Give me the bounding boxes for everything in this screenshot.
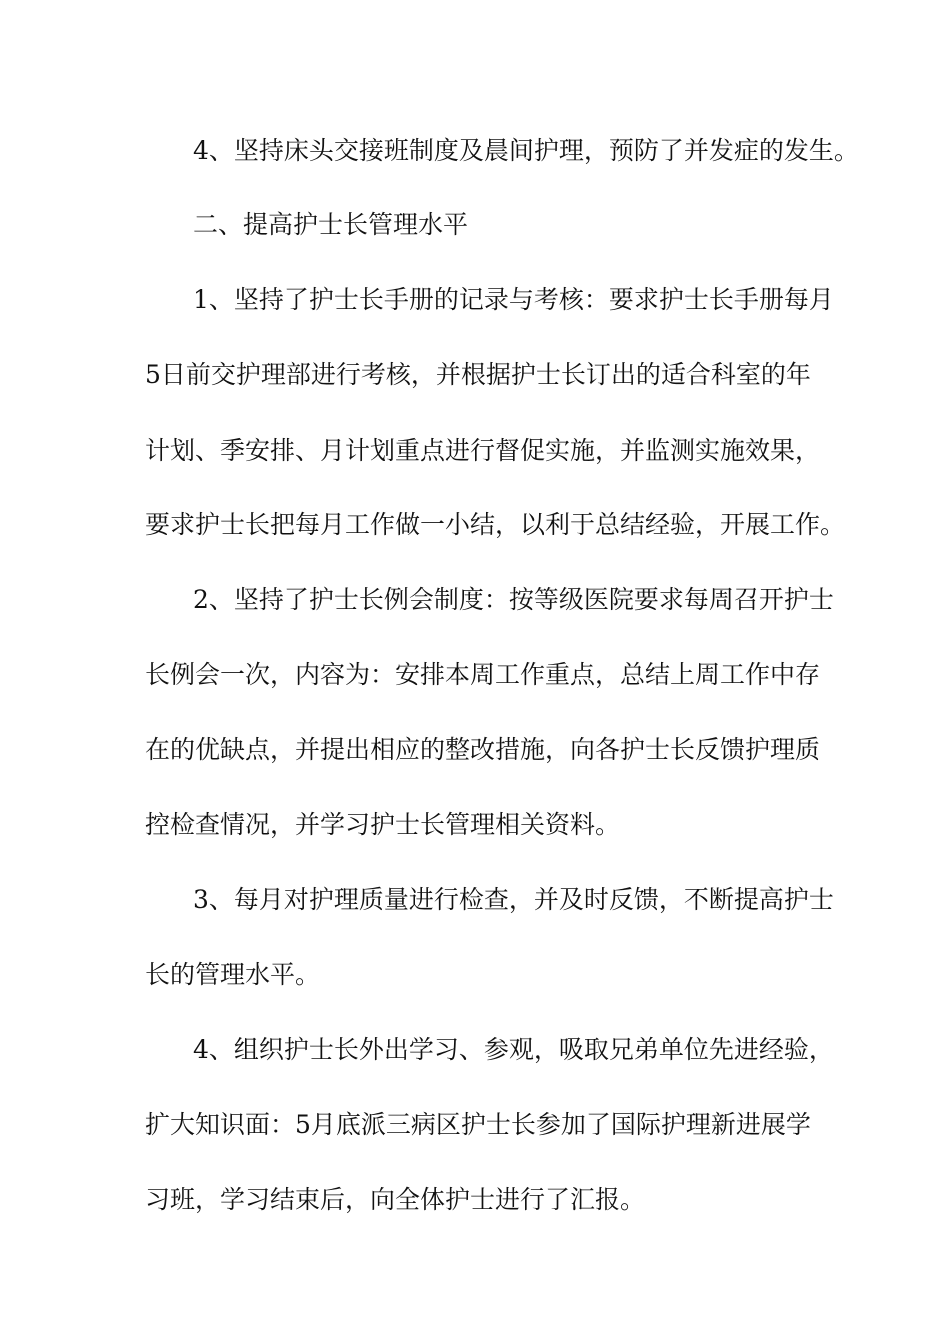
text-line: 4、组织护士长外出学习、参观，吸取兄弟单位先进经验， — [193, 1035, 834, 1064]
text-line: 3、每月对护理质量进行检查，并及时反馈，不断提高护士 — [193, 885, 834, 914]
section-heading: 二、提高护士长管理水平 — [193, 210, 469, 239]
text-line: 2、坚持了护士长例会制度：按等级医院要求每周召开护士 — [193, 585, 834, 614]
text-line: 习班，学习结束后，向全体护士进行了汇报。 — [145, 1185, 646, 1214]
text-line: 1、坚持了护士长手册的记录与考核：要求护士长手册每月 — [193, 285, 834, 314]
text-line: 长的管理水平。 — [145, 960, 321, 989]
text-line: 4、坚持床头交接班制度及晨间护理，预防了并发症的发生。 — [193, 136, 859, 165]
text-line: 要求护士长把每月工作做一小结，以利于总结经验，开展工作。 — [145, 510, 846, 539]
text-line: 扩大知识面：5月底派三病区护士长参加了国际护理新进展学 — [145, 1110, 811, 1139]
text-line: 在的优缺点，并提出相应的整改措施，向各护士长反馈护理质 — [145, 735, 821, 764]
text-line: 计划、季安排、月计划重点进行督促实施，并监测实施效果， — [145, 436, 821, 465]
text-line: 长例会一次，内容为：安排本周工作重点，总结上周工作中存 — [145, 660, 821, 689]
text-line: 5日前交护理部进行考核，并根据护士长订出的适合科室的年 — [145, 360, 811, 389]
text-line: 控检查情况，并学习护士长管理相关资料。 — [145, 810, 621, 839]
